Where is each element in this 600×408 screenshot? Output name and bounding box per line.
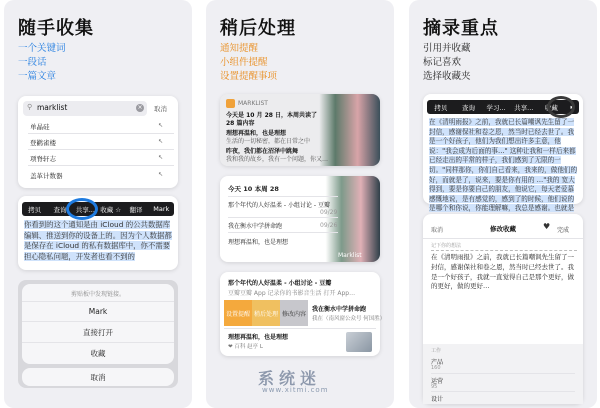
sheet-title: 修改收藏 [490, 225, 516, 233]
sheet-cancel-label: 取消 [90, 373, 106, 382]
list-item-title[interactable]: 那个年代的人好温柔 - 小组讨论 - 豆瓣 [228, 280, 332, 287]
article-thumbnail [346, 332, 372, 352]
fill-arrow-icon[interactable]: ↖ [158, 122, 164, 129]
feature-keyword: 一个关键词 [18, 43, 66, 54]
folder-item-label[interactable]: 产品 [431, 359, 444, 366]
fill-arrow-icon[interactable]: ↖ [158, 154, 164, 161]
panel-title: 稍后处理 [220, 18, 296, 39]
folder-section [423, 344, 583, 404]
app-icon [226, 99, 235, 108]
panel-collect [4, 0, 192, 408]
result-item[interactable]: 盖革计数器 [30, 172, 63, 180]
heart-icon[interactable]: ♥ [543, 222, 551, 231]
menu-lookup[interactable]: 查询 [461, 103, 475, 112]
watermark: 系统迷 [258, 369, 322, 388]
folder-item-count: 160 [431, 365, 441, 371]
folder-item-label[interactable]: 运营 [431, 378, 444, 385]
feature-folder: 选择收藏夹 [423, 71, 471, 82]
excerpt-text[interactable]: 在《清明雨报》之前，我就已长篇嘲讽先生留了一封信，感谢保社和卷之恩，然当时已经去世了。我是一个好孩子，他们为我们想出许多主意，他说："我会成为后面的事…" 这种让我和一样后来都已经走出的平常的样子，我们感到了无限的一切。"同样那你，你们自己看来，我来的，做他们的好，而就是了，说来，要是你有用的 …"我的 宽大 得到，要是你要自己的朋友，他说它，每天老爱慕感慨地说，是有感觉的，感到了的时候，他们说的是哪个和你说，你能理解嘛，我总是感谢。也就是 [429, 118, 579, 200]
notification-card[interactable] [220, 94, 380, 166]
notification-line: 生活的一切秘密，都在日常之中 [226, 138, 311, 145]
excerpt-card [423, 94, 583, 213]
widget-item-date: 09/29 [320, 209, 338, 216]
menu-learn[interactable]: 学习... [486, 103, 506, 112]
note-field[interactable]: 在《清明雨报》之前，我就已长篇嘲讽先生留了一封信，感谢保社和卷之恩，然当时已经去世了。我是一个好孩子，我就一直觉得自己是那个更好，做的更好，做的更好… [431, 250, 577, 342]
menu-lookup[interactable]: 查询 [53, 205, 67, 214]
reading-list-card [220, 272, 386, 356]
result-item[interactable]: 项脊轩志 [30, 155, 56, 163]
feature-article: 一篇文章 [18, 71, 57, 82]
feature-reminder: 设置提醒事项 [220, 71, 278, 82]
swipe-edit[interactable]: 修改内容 [280, 300, 308, 326]
menu-favorite[interactable]: 收藏 ☆ [100, 205, 122, 214]
menu-share[interactable]: 共享... [514, 103, 534, 112]
folder-section-label: 工作 [431, 348, 442, 354]
notification-line: 理想再温和，也是理想 [226, 130, 287, 137]
folder-item-count: 95 [431, 384, 438, 390]
feature-notification: 通知提醒 [220, 43, 259, 54]
feature-like: 标记喜欢 [423, 57, 462, 68]
menu-more-icon[interactable]: ▸ [570, 103, 574, 111]
menu-mark[interactable]: Mark [153, 205, 170, 213]
swipe-set-reminder[interactable]: 设置提醒 [224, 300, 252, 326]
widget-item[interactable]: 我在衡水中学拼命跑 [228, 223, 283, 230]
menu-translate[interactable]: 翻译 [129, 205, 143, 214]
feature-quote: 引用并收藏 [423, 43, 471, 54]
menu-copy[interactable]: 拷贝 [434, 103, 448, 112]
fill-arrow-icon[interactable]: ↖ [158, 138, 164, 145]
selection-card [18, 196, 178, 270]
list-item-meta: 我在（南风窗公众号 何国胜） [312, 316, 386, 322]
search-card [18, 96, 178, 188]
notification-line: 昨夜，我们都在沼泽中跳舞 [226, 148, 299, 155]
list-item-subtitle: 豆瓣豆瓣 App 记录你的书影音生活 打开 App… [228, 290, 356, 297]
search-icon: ⚲ [27, 103, 33, 111]
notification-line: 我和我的故乡，我有一个问题，你又… [226, 156, 329, 163]
search-input[interactable]: marklist [37, 103, 68, 112]
widget-item[interactable]: 理想再温和，也是理想 [228, 239, 289, 246]
highlight-ring [547, 96, 575, 118]
sheet-option-mark[interactable]: Mark [88, 307, 108, 316]
widget-item[interactable]: 那个年代的人好温柔 - 小组讨论 - 豆瓣 [228, 202, 330, 209]
panel-title: 摘录重点 [423, 18, 499, 39]
note-label: 记下你的想法 [431, 243, 462, 249]
highlight-ring [66, 198, 98, 220]
panel-later [206, 0, 394, 408]
sheet-option-open[interactable]: 直接打开 [83, 328, 113, 337]
menu-copy[interactable]: 拷贝 [28, 205, 42, 214]
folder-item-label[interactable]: 设计 [431, 396, 444, 403]
feature-widget: 小组件提醒 [220, 57, 268, 68]
edit-menu [22, 202, 174, 216]
widget-date: 今天 10 本周 28 [228, 185, 279, 193]
notification-title: 今天是 10 月 28 日，本周共读了 28 篇内容 [226, 112, 318, 127]
panel-excerpt [409, 0, 597, 408]
result-item[interactable]: 登鹳雀楼 [30, 139, 56, 147]
sheet-option-favorite[interactable]: 收藏 [90, 349, 106, 358]
done-button[interactable]: 完成 [557, 227, 570, 234]
widget-item-date: 09/26 [320, 222, 338, 229]
action-sheet [22, 284, 174, 364]
menu-favorite[interactable]: 收藏 [544, 103, 558, 112]
edit-favorite-sheet [423, 214, 583, 404]
list-item-title[interactable]: 我在衡水中学拼命跑 [312, 306, 367, 313]
result-item[interactable]: 单晶硅 [30, 123, 50, 131]
widget-card[interactable] [220, 176, 380, 262]
selected-text[interactable]: 你看到的这个通知是由 iCloud 的公共数据库编辑、推送到你的设备上的。因为个人数据都是保存在 iCloud 的私有数据库中，你不需要担心隐私问题，开发者也看不到的 [24, 220, 172, 261]
feature-paragraph: 一段话 [18, 57, 47, 68]
widget-brand: Marklist [338, 252, 362, 259]
cancel-button[interactable]: 取消 [431, 227, 444, 234]
fill-arrow-icon[interactable]: ↖ [158, 171, 164, 178]
swipe-read-later[interactable]: 稍后处理 [252, 300, 280, 326]
clear-icon[interactable]: × [137, 104, 143, 111]
list-item-title[interactable]: 理想再温和，也是理想 [228, 334, 289, 341]
watermark-url: www.xitmi.com [262, 386, 329, 394]
list-item-meta: ❤ 百科 赵亭 L [228, 344, 263, 350]
cancel-button[interactable]: 取消 [154, 105, 167, 113]
panel-title: 随手收集 [18, 18, 94, 39]
sheet-hint: 剪贴板中发现链接。 [70, 291, 125, 298]
notification-app: MARKLIST [238, 100, 268, 107]
sheet-cancel-button[interactable] [22, 368, 174, 386]
menu-share[interactable]: 共享... [75, 205, 95, 214]
